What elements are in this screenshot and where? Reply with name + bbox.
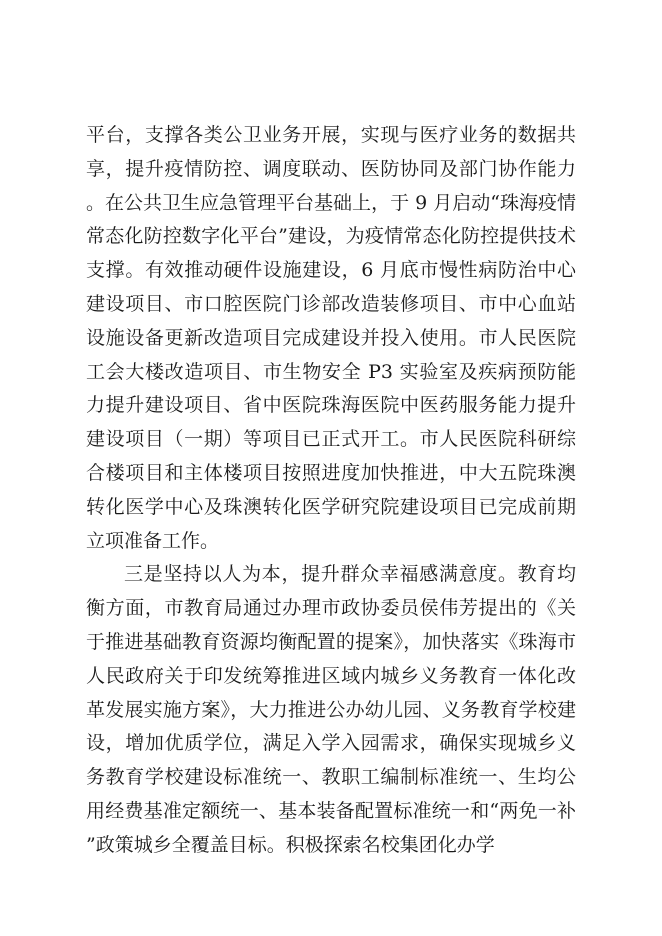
paragraph-education-balance: 三是坚持以人为本，提升群众幸福感满意度。教育均衡方面，市教育局通过办理市政协委员侯伟芳提出的《关于推进基础教育资源均衡配置的提案》，加快落实《珠海市人民政府关于印发统筹推进区域内城乡义务教育一体化改革发展实施方案》，大力推进公办幼儿园、义务教育学校建设，增加优质学位，满足入学入园需求，确保实现城乡义务教育学校建设标准统一、教职工编制标准统一、生均公用经费基准定额统一、基本装备配置标准统一和“两免一补”政策城乡全覆盖目标。积极探索名校集团化办学 [86,563,576,856]
body-text [86,119,576,863]
paragraph-continuation: 平台，支撑各类公卫业务开展，实现与医疗业务的数据共享，提升疫情防控、调度联动、医防协同及部门协作能力。在公共卫生应急管理平台基础上，于 9 月启动“珠海疫情常态化防控数字化平台”建设，为疫情常态化防控提供技术支撑。有效推动硬件设施建设，6 月底市慢性病防治中心建设项目、市口腔医院门诊部改造装修项目、市中心血站设施设备更新改造项目完成建设并投入使用。市人民医院工会大楼改造项目、市生物安全 P3 实验室及疾病预防能力提升建设项目、省中医院珠海医院中医药服务能力提升建设项目（一期）等项目已正式开工。市人民医院科研综合楼项目和主体楼项目按照进度加快推进，中大五院珠澳转化医学中心及珠澳转化医学研究院建设项目已完成前期立项准备工作。 [86,124,576,552]
